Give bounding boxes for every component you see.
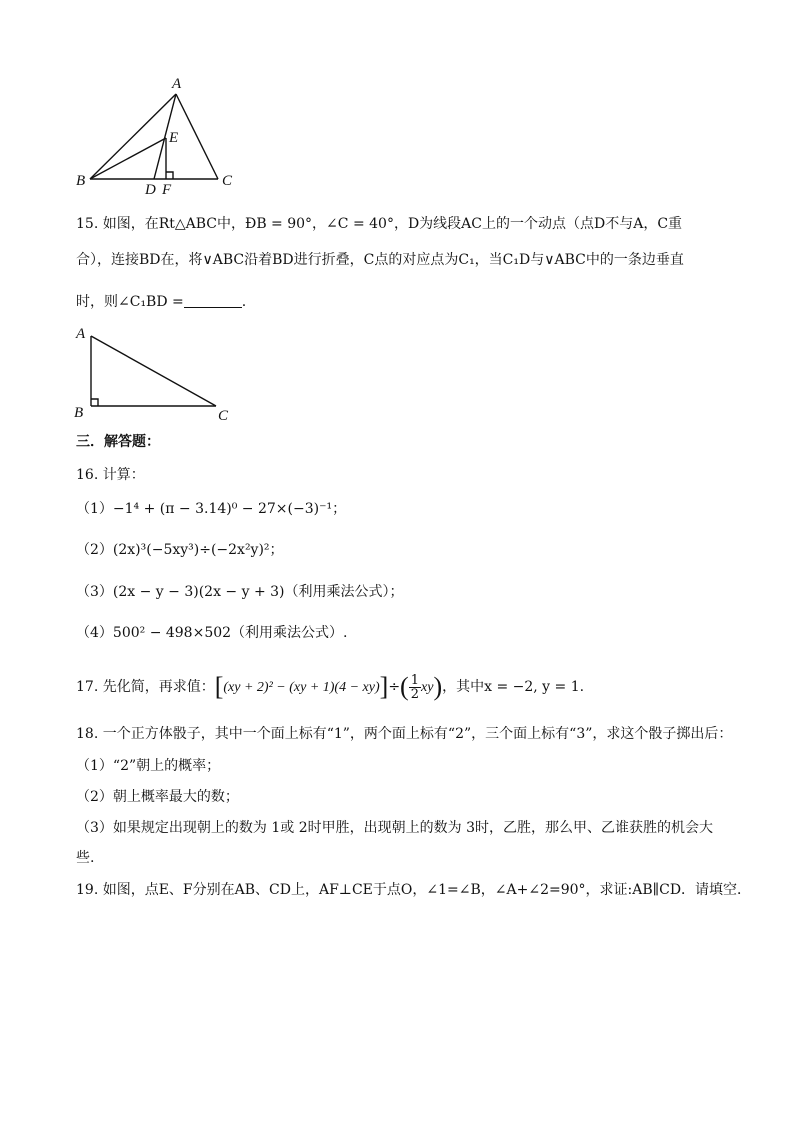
label-c: C <box>218 408 229 424</box>
label-b: B <box>74 405 84 421</box>
figure-triangle-abcdef <box>70 72 250 197</box>
q17-line: 17. 先化简，再求值：[(xy + 2)² − (xy + 1)(4 − xy)]÷( $\frac{1}{2}$ xy)，其中x = −2, y = 1. <box>76 672 585 702</box>
label-e: E <box>169 130 179 146</box>
label-c: C <box>222 173 233 189</box>
label-d: D <box>145 182 156 197</box>
q18-item-3: （3）如果规定出现朝上的数为 1或 2时甲胜，出现朝上的数为 3时，乙胜，那么甲、乙谁获胜的机会大 <box>76 820 713 836</box>
q17-fraction-var: xy <box>421 680 434 695</box>
q18-stem: 18. 一个正方体骰子，其中一个面上标有“1”，两个面上标有“2”，三个面上标有“3”，求这个骰子掷出后： <box>76 726 733 742</box>
segment-be <box>90 138 166 179</box>
label-a: A <box>172 76 182 92</box>
section-title: 三．解答题： <box>76 434 160 450</box>
q19-text: 19. 如图，点E、F分别在AB、CD上，AF⊥CE于点O，∠1=∠B，∠A+∠2=90°，求证:AB∥CD．请填空． <box>76 882 752 898</box>
q17-expression: (xy + 2)² − (xy + 1)(4 − xy) <box>223 680 380 695</box>
segment-ac <box>176 94 218 179</box>
q15-line-3-prefix: 时，则∠C₁BD = <box>76 294 184 310</box>
q15-line-1: 15. 如图，在Rt△ABC中，ÐB = 90°，∠C = 40°，D为线段AC上的一个动点（点D不与A，C重 <box>76 216 683 232</box>
q16-item-1: （1）−1⁴ + (π − 3.14)⁰ − 27×(−3)⁻¹； <box>76 501 347 517</box>
q16-item-4: （4）500² − 498×502（利用乘法公式）. <box>76 625 348 641</box>
label-a: A <box>76 326 86 342</box>
q15-line-3-suffix: . <box>241 294 247 310</box>
q17-fraction: $\frac{1}{2}$ <box>410 672 419 702</box>
q16-item-2: （2）(2x)³(−5xy³)÷(−2x²y)²； <box>76 542 284 558</box>
q17-divide: ÷ <box>388 679 401 695</box>
right-angle-mark-b <box>91 399 98 406</box>
q15-line-3 <box>76 292 246 312</box>
q18-item-3-cont: 些. <box>76 850 95 866</box>
figure-right-triangle-abc <box>70 322 240 424</box>
q15-line-2: 合），连接BD在，将∨ABC沿着BD进行折叠，C点的对应点为C₁，当C₁D与∨ABC中的一条边垂直 <box>76 252 684 268</box>
segment-ab <box>90 94 179 179</box>
label-f: F <box>162 182 172 197</box>
q18-item-1: （1）“2”朝上的概率； <box>76 758 221 774</box>
q16-title: 16. 计算： <box>76 467 145 483</box>
segment-ac <box>91 336 216 406</box>
label-b: B <box>76 173 86 189</box>
q18-item-2: （2）朝上概率最大的数； <box>76 789 239 805</box>
answer-blank <box>184 293 242 308</box>
q17-suffix: ，其中x = −2, y = 1. <box>442 679 585 695</box>
q16-item-3: （3）(2x − y − 3)(2x − y + 3)（利用乘法公式）； <box>76 584 404 600</box>
q17-prefix: 17. 先化简，再求值： <box>76 679 215 695</box>
right-angle-mark-f <box>166 172 173 179</box>
